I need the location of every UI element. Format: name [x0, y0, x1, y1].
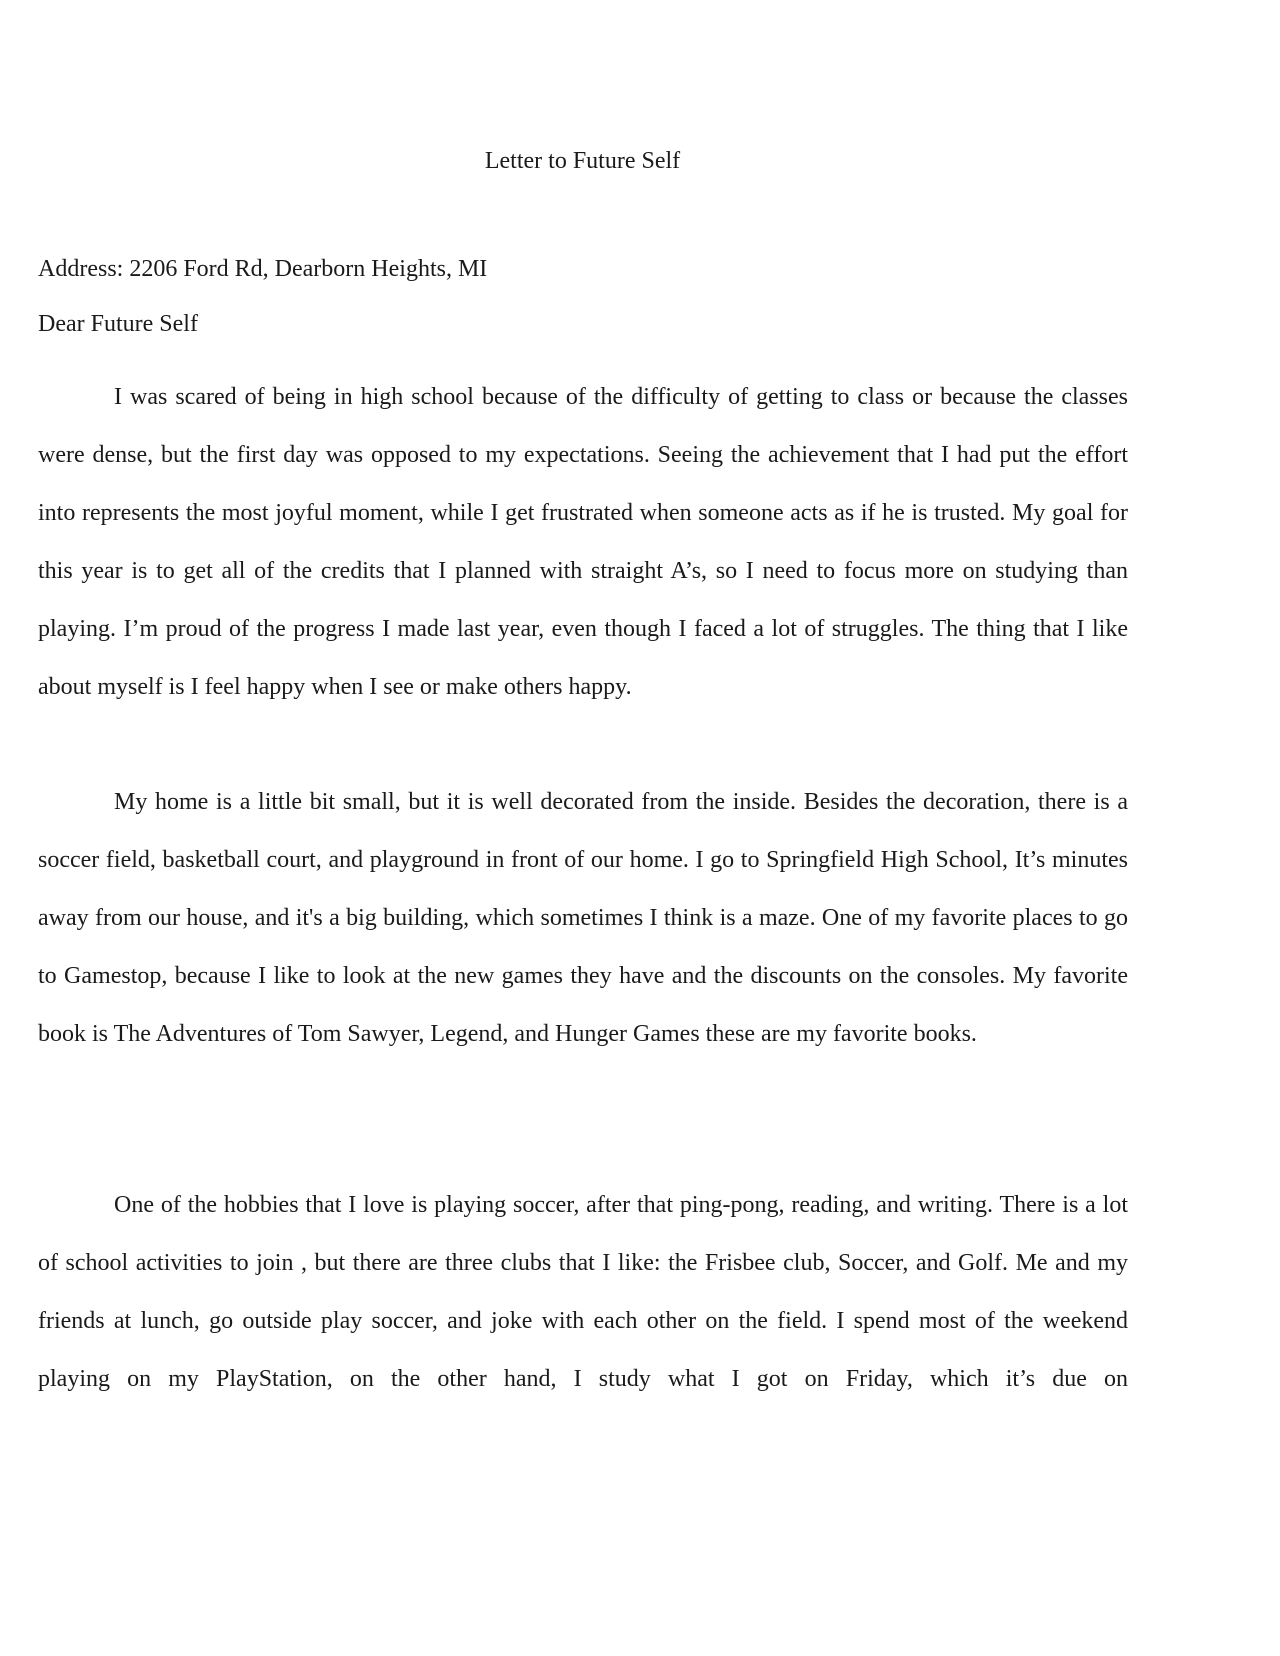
address-line: Address: 2206 Ford Rd, Dearborn Heights, MI [38, 256, 488, 282]
paragraph-1: I was scared of being in high school because of the difficulty of getting to class or because the classes were dense, but the first day was opposed to my expectations. Seeing the achievement that I had put the effort into represents the most joyful moment, while I get frustrated when someone acts as if he is trusted. My goal for this year is to get all of the credits that I planned with straight A’s, so I need to focus more on studying than playing. I’m proud of the progress I made last year, even though I faced a lot of struggles. The thing that I like about myself is I feel happy when I see or make others happy. [38, 384, 1128, 700]
paragraph-3: One of the hobbies that I love is playing soccer, after that ping-pong, reading, and writing. There is a lot of school activities to join , but there are three clubs that I like: the Frisbee club, Soccer, and Golf. Me and my friends at lunch, go outside play soccer, and joke with each other on the field. I spend most of the weekend playing on my PlayStation, on the other hand, I study what I got on Friday, which it’s due on [38, 1192, 1128, 1392]
document-title: Letter to Future Self [484, 148, 681, 174]
paragraph-2: My home is a little bit small, but it is well decorated from the inside. Besides the decoration, there is a soccer field, basketball court, and playground in front of our home. I go to Springfield High School, It’s minutes away from our house, and it's a big building, which sometimes I think is a maze. One of my favorite places to go to Gamestop, because I like to look at the new games they have and the discounts on the consoles. My favorite book is The Adventures of Tom Sawyer, Legend, and Hunger Games these are my favorite books. [38, 789, 1128, 1047]
salutation: Dear Future Self [38, 311, 198, 337]
